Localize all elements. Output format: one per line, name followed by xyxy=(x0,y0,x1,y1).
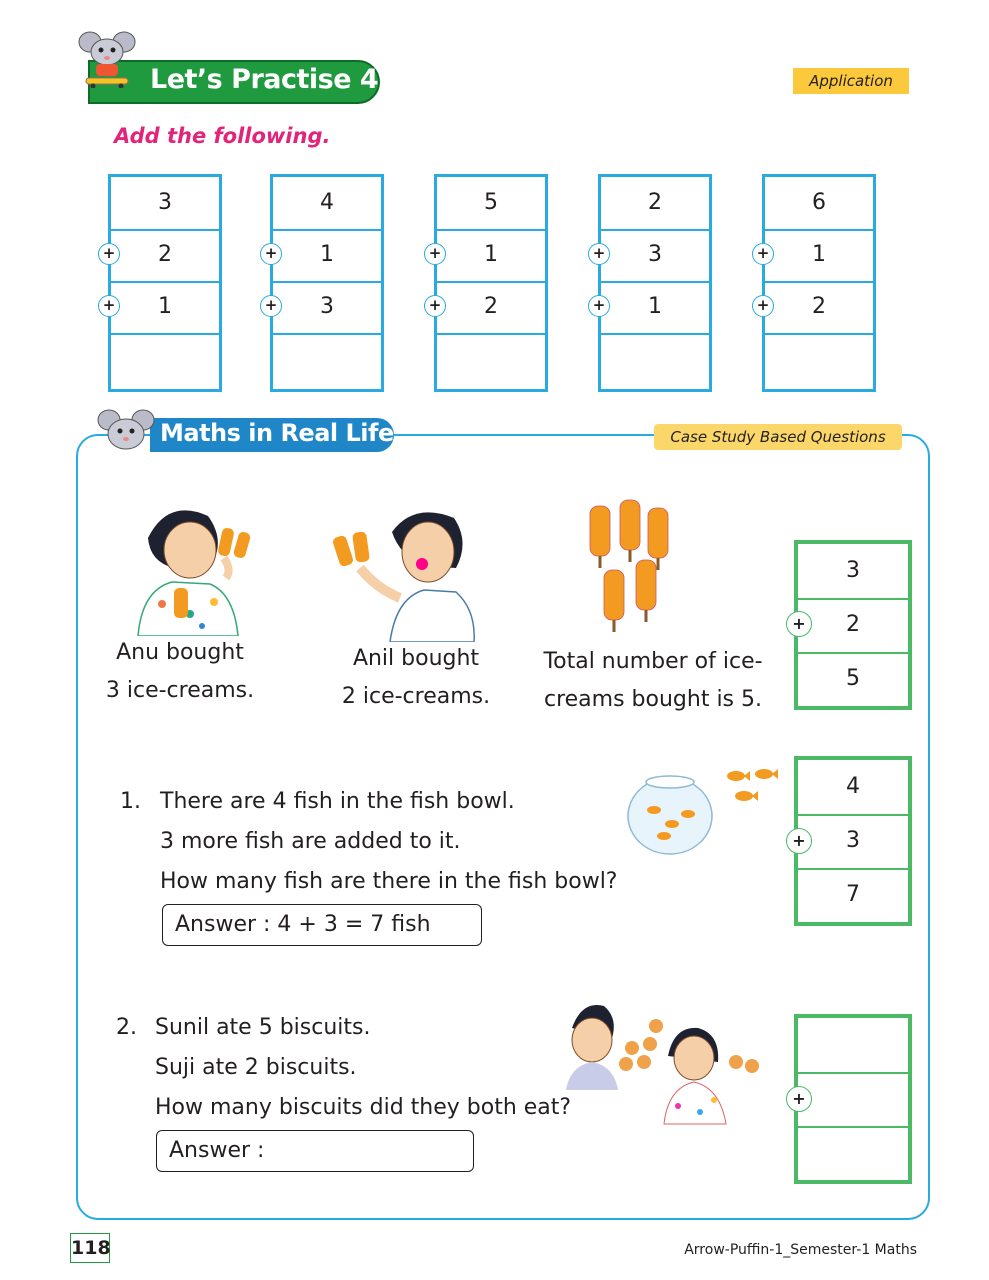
anil-caption xyxy=(328,640,504,716)
question-2-number: 2. xyxy=(116,1015,137,1040)
box-value: 3 xyxy=(273,281,381,335)
box-value: 2 xyxy=(798,598,908,654)
plus-icon: + xyxy=(588,295,610,317)
box-value: 5 xyxy=(846,666,860,691)
mouse-mascot-icon xyxy=(96,406,156,456)
question-line: How many fish are there in the fish bowl? xyxy=(160,869,618,894)
caption-line: Anil bought xyxy=(352,646,480,671)
answer-cell[interactable] xyxy=(601,333,709,389)
box-value: 4 xyxy=(273,177,381,231)
section-title: Let’s Practise 4.5 xyxy=(150,64,407,95)
box-value[interactable] xyxy=(798,1072,908,1128)
question-line: Sunil ate 5 biscuits. xyxy=(155,1015,371,1040)
box-value: 1 xyxy=(437,229,545,283)
plus-icon: + xyxy=(98,295,120,317)
box-value: 3 xyxy=(111,177,219,231)
question-line: How many biscuits did they both eat? xyxy=(155,1095,572,1120)
box-value: 2 xyxy=(437,281,545,335)
mouse-mascot-icon xyxy=(76,30,138,88)
answer-cell[interactable] xyxy=(437,333,545,389)
page-number: 118 xyxy=(70,1233,110,1263)
addition-box-4 xyxy=(598,174,712,392)
sunil-and-suji-with-biscuits-illustration xyxy=(560,1000,760,1126)
addition-box-5 xyxy=(762,174,876,392)
box-value: 1 xyxy=(601,281,709,335)
question-line: There are 4 fish in the fish bowl. xyxy=(160,789,515,814)
book-footer: Arrow-Puffin-1_Semester-1 Maths xyxy=(684,1242,917,1258)
question-1-text xyxy=(160,782,660,902)
box-value: 3 xyxy=(798,544,908,600)
box-value: 1 xyxy=(273,229,381,283)
addition-box-2 xyxy=(270,174,384,392)
plus-icon: + xyxy=(424,295,446,317)
caption-line: Anu bought xyxy=(116,640,244,665)
anil-with-ice-creams-illustration xyxy=(330,502,476,642)
anu-caption xyxy=(100,634,260,710)
box-value: 5 xyxy=(437,177,545,231)
question-line: Suji ate 2 biscuits. xyxy=(155,1055,357,1080)
addition-box-1 xyxy=(108,174,222,392)
total-caption xyxy=(528,643,778,719)
addition-box-3 xyxy=(434,174,548,392)
anu-with-ice-creams-illustration xyxy=(128,498,262,636)
plus-icon: + xyxy=(98,243,120,265)
box-value: 7 xyxy=(846,882,860,907)
box-value: 4 xyxy=(798,760,908,816)
fish-bowl-illustration xyxy=(626,762,790,858)
caption-line: creams bought is 5. xyxy=(543,687,762,712)
plus-icon: + xyxy=(588,243,610,265)
case-study-tag: Case Study Based Questions xyxy=(654,424,902,450)
real-life-title: Maths in Real Life xyxy=(160,419,394,447)
question-line: 3 more fish are added to it. xyxy=(160,829,461,854)
plus-icon: + xyxy=(786,1086,812,1112)
answer-cell[interactable] xyxy=(111,333,219,389)
box-value: 6 xyxy=(765,177,873,231)
box-value: 3 xyxy=(798,814,908,870)
box-value[interactable] xyxy=(798,1018,908,1074)
caption-line: 3 ice-creams. xyxy=(105,678,255,703)
question-1-number: 1. xyxy=(120,789,141,814)
box-value: 3 xyxy=(601,229,709,283)
plus-icon: + xyxy=(260,243,282,265)
answer-cell[interactable] xyxy=(273,333,381,389)
five-ice-creams-illustration xyxy=(582,496,690,640)
box-value: 1 xyxy=(765,229,873,283)
caption-line: 2 ice-creams. xyxy=(341,684,491,709)
box-value[interactable] xyxy=(798,1126,908,1180)
box-value: 2 xyxy=(111,229,219,283)
plus-icon: + xyxy=(752,295,774,317)
caption-line: Total number of ice- xyxy=(543,649,763,674)
answer-cell[interactable] xyxy=(765,333,873,389)
question-1-answer[interactable]: Answer : 4 + 3 = 7 fish xyxy=(162,904,482,946)
box-value: 2 xyxy=(601,177,709,231)
plus-icon: + xyxy=(424,243,446,265)
plus-icon: + xyxy=(786,611,812,637)
plus-icon: + xyxy=(260,295,282,317)
box-value: 1 xyxy=(111,281,219,335)
plus-icon: + xyxy=(786,828,812,854)
box-value: 2 xyxy=(765,281,873,335)
application-tag: Application xyxy=(793,68,909,94)
question-2-answer[interactable]: Answer : xyxy=(156,1130,474,1172)
instruction-text: Add the following. xyxy=(114,124,331,148)
plus-icon: + xyxy=(752,243,774,265)
question-2-text xyxy=(155,1008,615,1128)
